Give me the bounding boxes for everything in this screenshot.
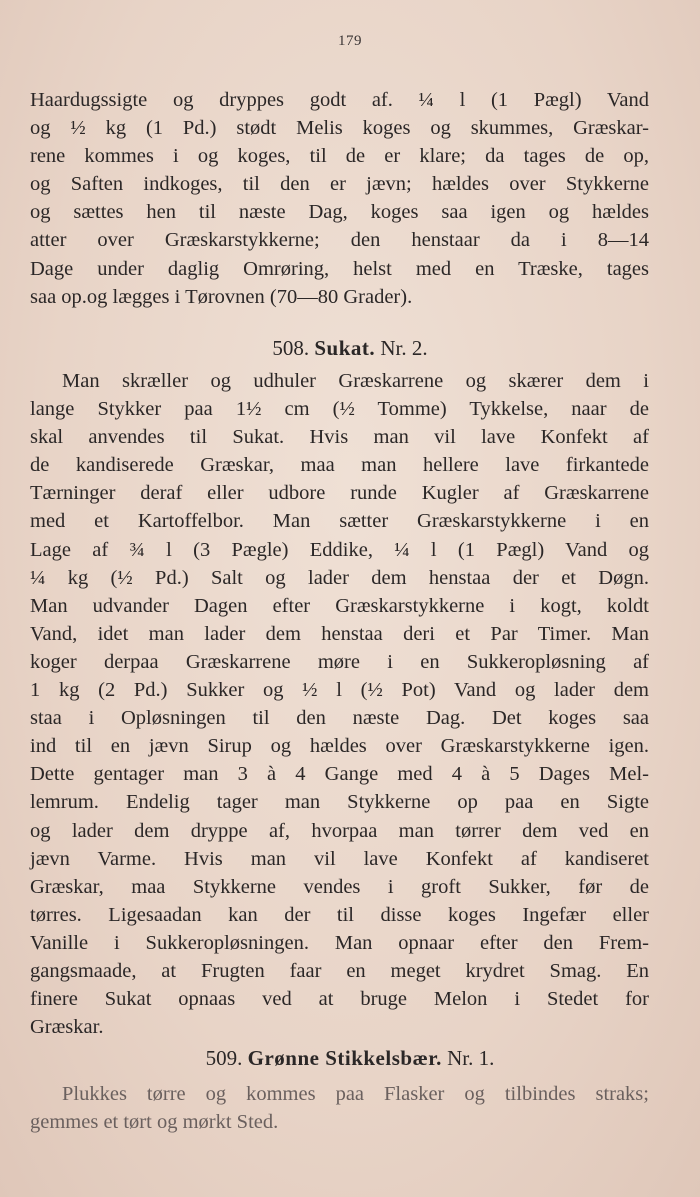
text-line: saa op.og lægges i Tørovnen (70—80 Grader). [30, 285, 413, 308]
recipe-508-heading [0, 336, 700, 361]
recipe-509-heading [0, 1046, 700, 1071]
text-line: tørres. Ligesaadan kan der til disse koges Ingefær eller [30, 903, 649, 926]
recipe-508-number: 508. [272, 336, 310, 360]
text-line: Vanille i Sukkeropløsningen. Man opnaar efter den Frem- [30, 931, 649, 954]
text-line: Lage af ¾ l (3 Pægle) Eddike, ¼ l (1 Pægl) Vand og [30, 538, 649, 561]
text-line: rene kommes i og koges, til de er klare; da tages de op, [30, 145, 649, 168]
page-number: 179 [338, 33, 362, 49]
text-line: ind til en jævn Sirup og hældes over Græskarstykkerne igen. [30, 735, 649, 758]
text-line: Tærninger deraf eller udbore runde Kugler af Græskarrene [30, 482, 649, 505]
text-line: Dette gentager man 3 à 4 Gange med 4 à 5 Dages Mel- [30, 763, 649, 786]
recipe-508-body [30, 367, 649, 1041]
text-line: Plukkes tørre og kommes paa Flasker og tilbindes straks; [62, 1083, 649, 1105]
text-line: finere Sukat opnaas ved at bruge Melon i Stedet for [30, 988, 649, 1011]
text-line: de kandiserede Græskar, maa man hellere lave firkantede [30, 454, 649, 477]
text-line: lange Stykker paa 1½ cm (½ Tomme) Tykkelse, naar de [30, 398, 649, 421]
continued-paragraph [30, 86, 649, 311]
recipe-509-title: Grønne Stikkelsbær. [247, 1046, 442, 1070]
recipe-508-subtitle: Nr. 2. [380, 336, 428, 360]
text-line: atter over Græskarstykkerne; den henstaar da i 8—14 [30, 229, 649, 252]
text-line: koger derpaa Græskarrene møre i en Sukkeropløsning af [30, 650, 649, 673]
text-line: Man skræller og udhuler Græskarrene og skærer dem i [62, 370, 649, 392]
text-line: ¼ kg (½ Pd.) Salt og lader dem henstaa der et Døgn. [30, 566, 649, 589]
text-line: og lader dem dryppe af, hvorpaa man tørrer dem ved en [30, 819, 649, 842]
text-line: Dage under daglig Omrøring, helst med en Træske, tages [30, 257, 649, 280]
text-line: jævn Varme. Hvis man vil lave Konfekt af kandiseret [30, 847, 649, 870]
text-line: og sættes hen til næste Dag, koges saa igen og hældes [30, 201, 649, 224]
text-line: staa i Opløsningen til den næste Dag. Det koges saa [30, 707, 649, 730]
text-line: gemmes et tørt og mørkt Sted. [30, 1111, 279, 1134]
text-line: gangsmaade, at Frugten faar en meget krydret Smag. En [30, 959, 649, 982]
text-line: Man udvander Dagen efter Græskarstykkerne i kogt, koldt [30, 594, 649, 617]
recipe-509-subtitle: Nr. 1. [447, 1046, 495, 1070]
text-line: og ½ kg (1 Pd.) stødt Melis koges og skummes, Græskar- [30, 117, 649, 140]
recipe-508-title: Sukat. [314, 336, 376, 360]
recipe-509-body [30, 1080, 649, 1136]
text-line: Græskar. [30, 1016, 104, 1039]
recipe-509-number: 509. [205, 1046, 243, 1070]
text-line: og Saften indkoges, til den er jævn; hældes over Stykkerne [30, 173, 649, 196]
text-line: med et Kartoffelbor. Man sætter Græskarstykkerne i en [30, 510, 649, 533]
text-line: lemrum. Endelig tager man Stykkerne op paa en Sigte [30, 791, 649, 814]
text-line: Haardugssigte og dryppes godt af. ¼ l (1 Pægl) Vand [30, 89, 649, 111]
text-line: 1 kg (2 Pd.) Sukker og ½ l (½ Pot) Vand og lader dem [30, 679, 649, 702]
text-line: Vand, idet man lader dem henstaa deri et Par Timer. Man [30, 622, 649, 645]
text-line: skal anvendes til Sukat. Hvis man vil lave Konfekt af [30, 426, 649, 449]
text-line: Græskar, maa Stykkerne vendes i groft Sukker, før de [30, 875, 649, 898]
